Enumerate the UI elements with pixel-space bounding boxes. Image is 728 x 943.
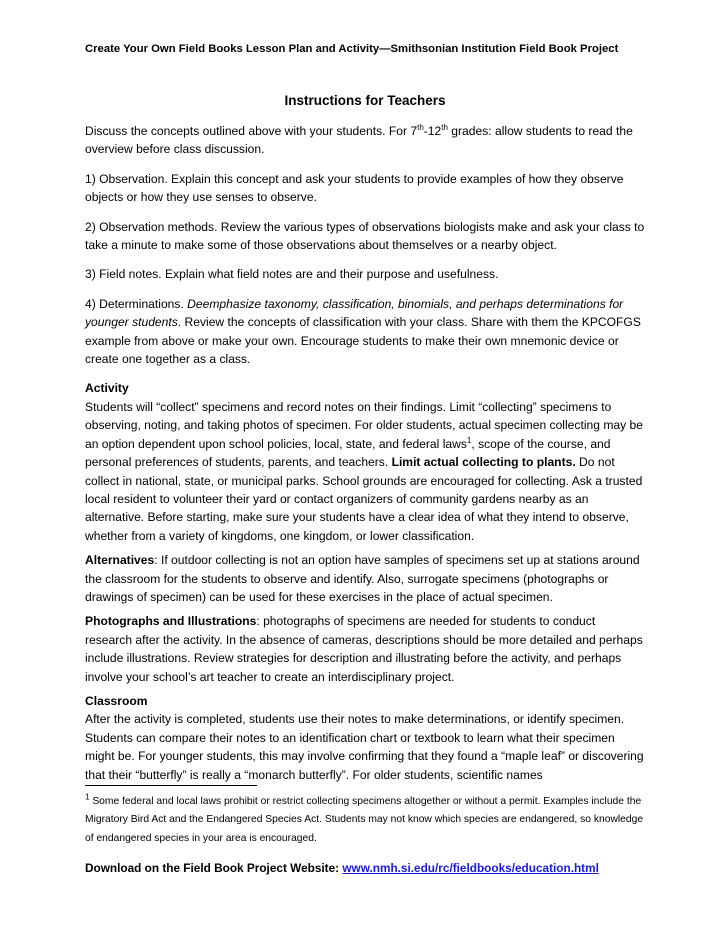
item-observation-methods: 2) Observation methods. Review the various types of observations biologists make and ask your class to take a minute to make some of those observations about themselves or a nearby object. <box>85 219 645 253</box>
activity-heading: Activity <box>85 381 129 396</box>
footnote-reference: 1 <box>466 435 472 445</box>
alternatives-text: : If outdoor collecting is not an option have samples of specimens set up at stations around the classroom for the students to observe and identify. Also, surrogate specimens (photographs or drawings of specimen) can be used for these exercises in the place of actual specimen. <box>85 553 640 604</box>
footnote-text: Some federal and local laws prohibit or restrict collecting specimens altogether or without a permit. Examples include the Migratory Bird Act and the Endangered Species Act. Students may not know which species are endangered, so knowledge of endangered species in your area is encouraged. <box>85 796 644 844</box>
intro-text-b: -12 <box>423 124 442 138</box>
page-title: Instructions for Teachers <box>284 93 446 108</box>
document-body <box>85 122 645 795</box>
page-footer <box>85 861 645 875</box>
item-observation: 1) Observation. Explain this concept and ask your students to provide examples of how they observe objects or how they use senses to observe. <box>85 171 624 205</box>
item-determinations <box>85 295 645 369</box>
determinations-lead: 4) Determinations. <box>85 296 188 311</box>
activity-text-a: Students will “collect” specimens and record notes on their findings. Limit “collecting” specimens to observing, noting, and taking photos of specimen. For older students, actual specimen collecting may be an option dependent upon school policies, local, state, and federal laws <box>85 399 643 451</box>
running-header: Create Your Own Field Books Lesson Plan and Activity—Smithsonian Institution Field Book Project <box>85 43 619 55</box>
activity-text-b: , scope of the course, and personal preferences of students, parents, and teachers. <box>85 436 611 470</box>
photographs-section <box>85 612 645 686</box>
activity-section <box>85 379 645 545</box>
intro-text-c: grades: allow students to read the overview before class discussion. <box>85 124 633 157</box>
footer-label: Download on the Field Book Project Website: <box>85 861 343 875</box>
footnote-mark: 1 <box>85 792 90 802</box>
intro-superscript-b: th <box>441 122 448 132</box>
intro-paragraph <box>85 122 645 159</box>
classroom-text: After the activity is completed, students use their notes to make determinations, or identify specimen. Students can compare their notes to an identification chart or textbook to learn what their specimen might be. For younger students, this may involve confirming that they found a “maple leaf” or discovering that their “butterfly” is really a “monarch butterfly”. For older students, scientific names <box>85 712 644 782</box>
classroom-section <box>85 692 645 784</box>
footnote-divider <box>85 785 257 786</box>
intro-text-a: Discuss the concepts outlined above with your students. For 7 <box>85 124 418 138</box>
footnote <box>85 793 645 848</box>
activity-text-c: Do not collect in national, state, or municipal parks. School grounds are encouraged for collecting. Ask a trusted local resident to volunteer their yard or contact organizers of community gardens nearby as an alternative. Before starting, make sure your students have a clear idea of what they intend to observe, whether from a variety of kingdoms, one kingdom, or lower classification. <box>85 455 643 543</box>
intro-superscript-a: th <box>417 122 424 132</box>
alternatives-section <box>85 551 645 606</box>
alternatives-label: Alternatives <box>85 553 155 568</box>
item-field-notes: 3) Field notes. Explain what field notes are and their purpose and usefulness. <box>85 267 499 282</box>
activity-bold-note: Limit actual collecting to plants. <box>391 455 576 470</box>
photographs-label: Photographs and Illustrations <box>85 614 257 629</box>
determinations-italic: Deemphasize taxonomy, classification, binomials, and perhaps determinations for younger students <box>85 296 624 330</box>
classroom-heading: Classroom <box>85 693 148 708</box>
photographs-text: : photographs of specimens are needed for students to conduct research after the activity. In the absence of cameras, descriptions should be more detailed and perhaps include illustrations. Review strategies for description and illustrating before the activity, and perhaps involve your school’s art teacher to create an interdisciplinary project. <box>85 614 643 684</box>
determinations-rest: . Review the concepts of classification with your class. Share with them the KPCOFGS example from above or make your own. Encourage students to make their own mnemonic device or create one together as a class. <box>85 315 641 367</box>
field-book-project-link[interactable]: www.nmh.si.edu/rc/fieldbooks/education.html <box>342 861 599 875</box>
